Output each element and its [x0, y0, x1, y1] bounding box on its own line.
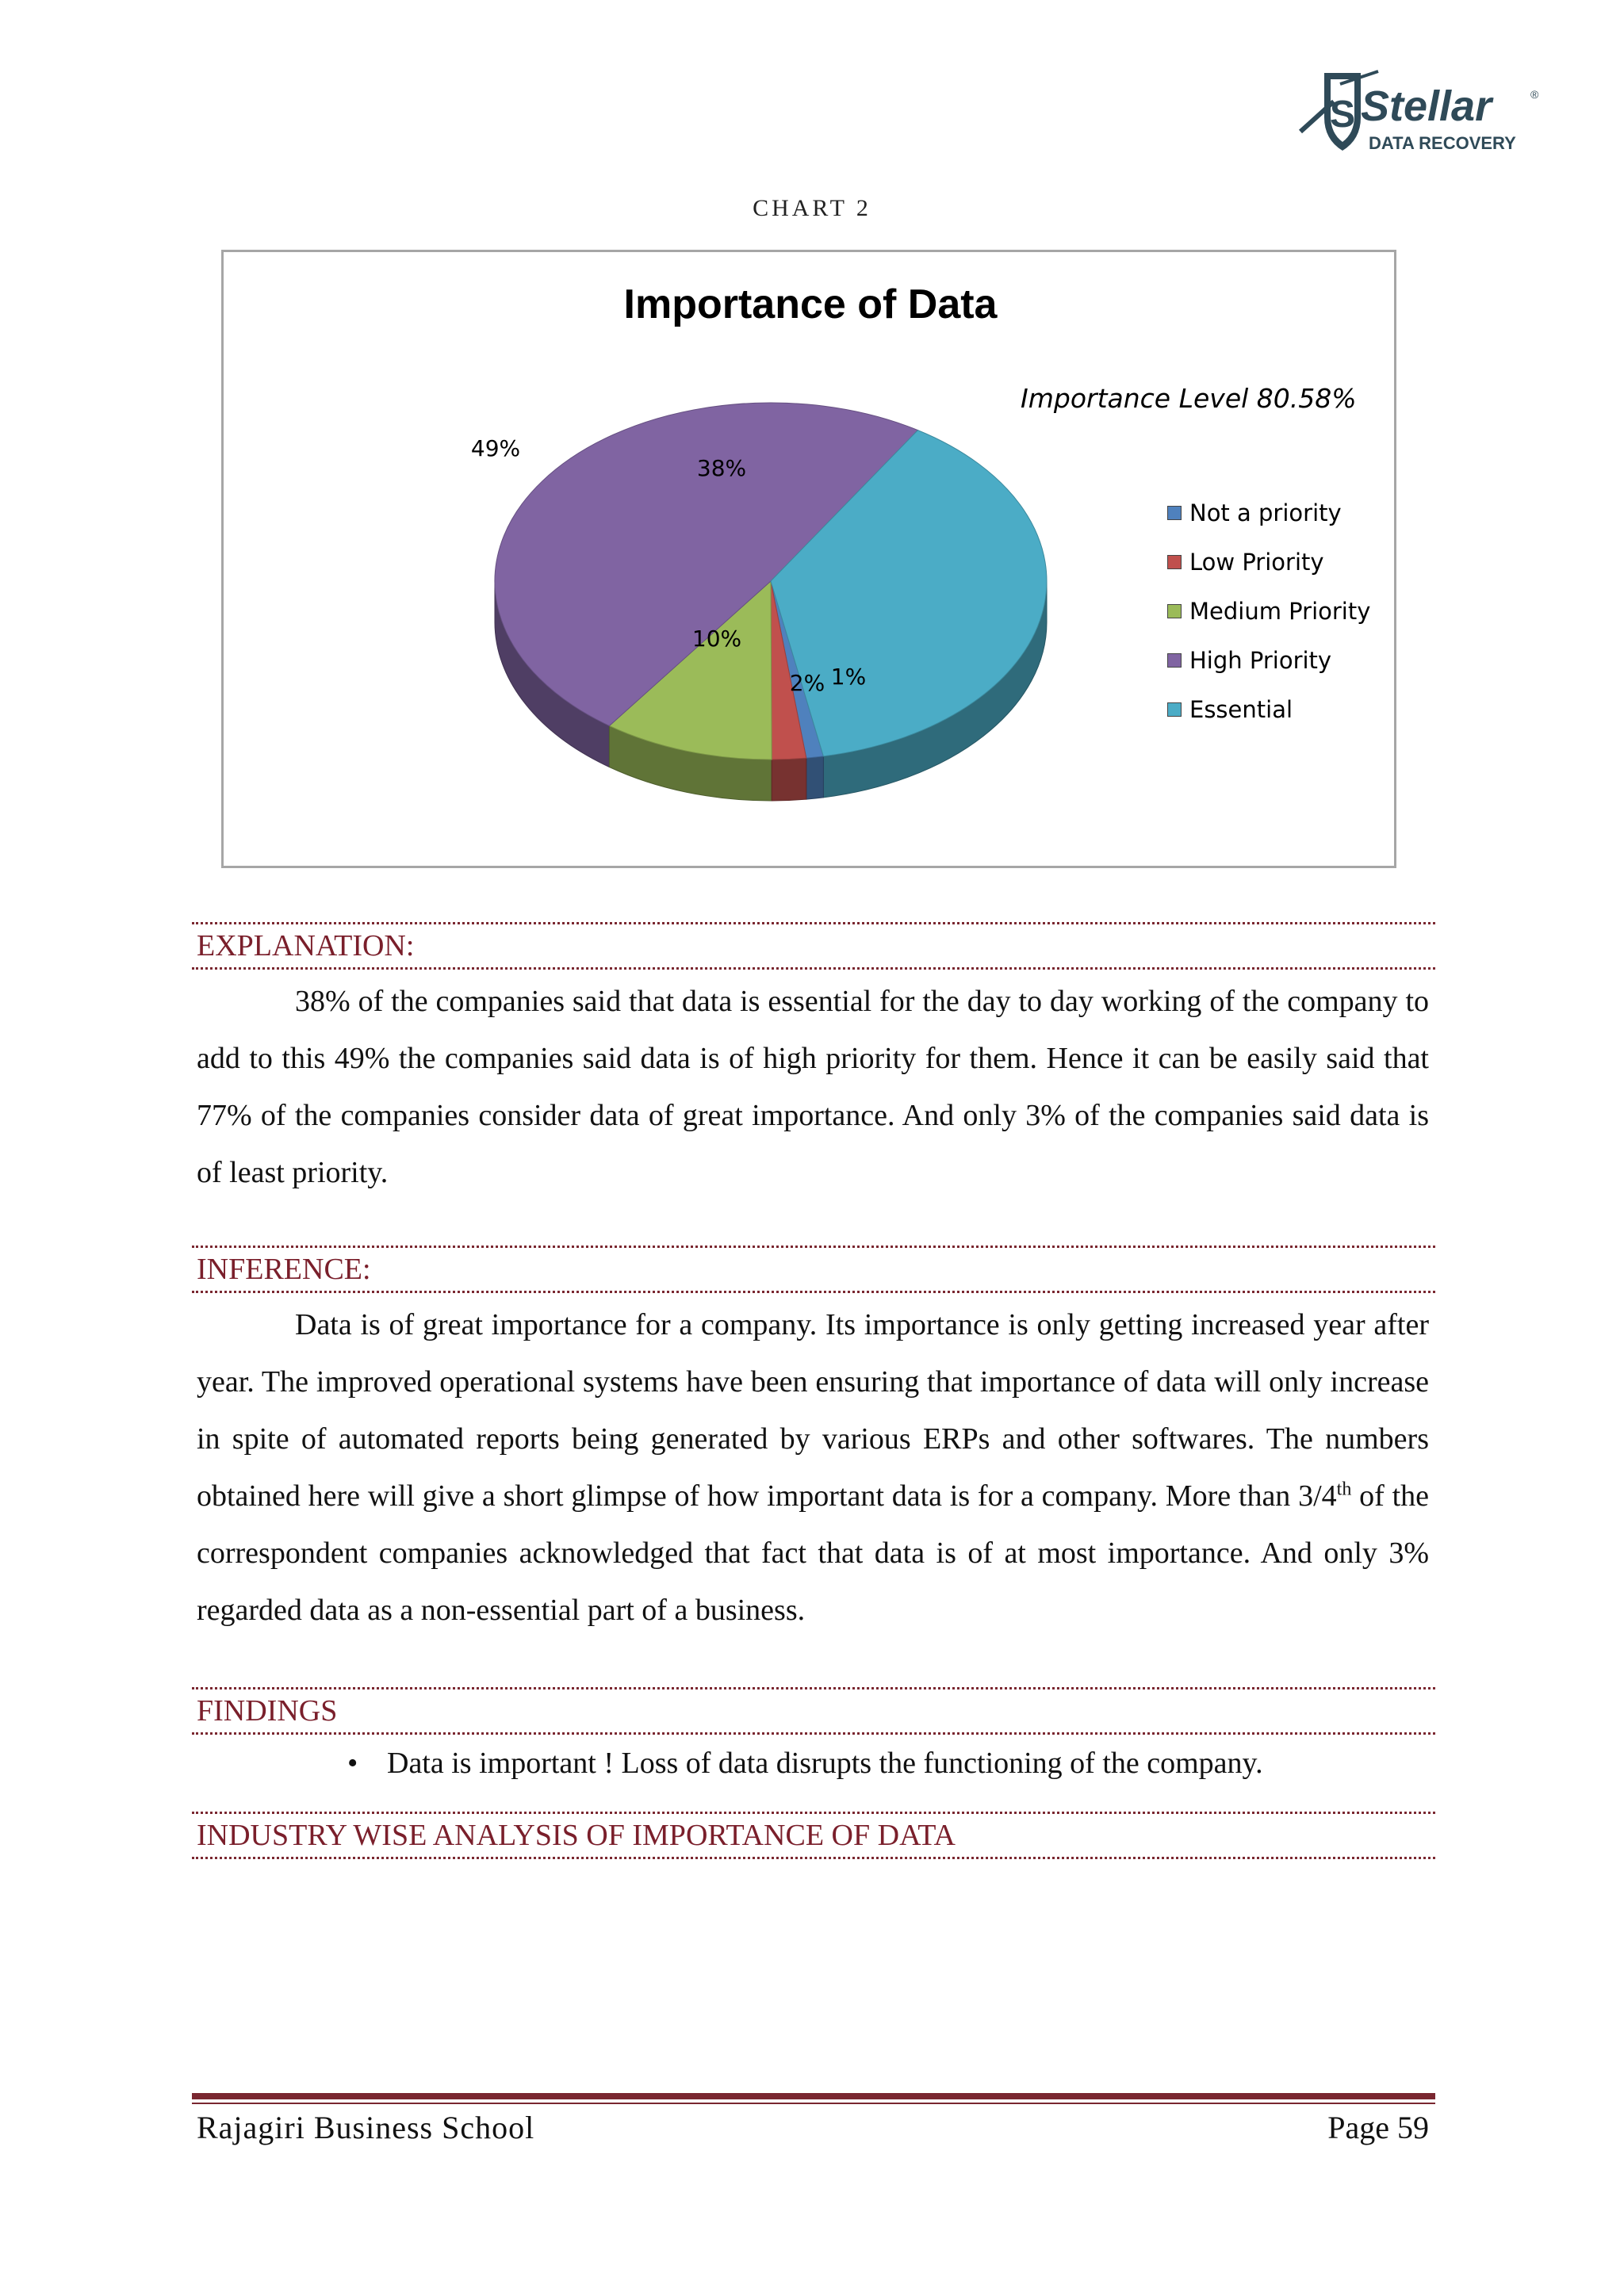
explanation-heading: EXPLANATION:: [192, 922, 1435, 970]
inference-text-part2: of the correspondent companies acknowledged that fact that data is of at most importance. And only 3% regarded data as a non-essential part of a business.: [197, 1479, 1430, 1627]
pie-slice-side-1: [772, 758, 806, 801]
findings-bullet-text: Data is important ! Loss of data disrupts the functioning of the company.: [387, 1747, 1263, 1780]
industry-heading: INDUSTRY WISE ANALYSIS OF IMPORTANCE OF DATA: [192, 1812, 1435, 1859]
legend-item: [1167, 636, 1370, 685]
legend-item: [1167, 587, 1370, 636]
legend-item: [1167, 685, 1370, 734]
inference-text: [192, 1293, 1435, 1639]
footer-school: Rajagiri Business School: [197, 2110, 535, 2145]
pie-slice-side-0: [806, 756, 824, 799]
legend-label: Essential: [1189, 696, 1293, 723]
footer-page-number: Page 59: [1327, 2110, 1429, 2145]
findings-section: [192, 1687, 1435, 1787]
stellar-logo: [1293, 70, 1546, 165]
bullet-icon: •: [347, 1747, 358, 1780]
legend-item: [1167, 488, 1370, 538]
legend-item: [1167, 538, 1370, 587]
chart-caption: CHART 2: [753, 195, 871, 221]
inference-superscript: th: [1336, 1479, 1352, 1500]
inference-heading: INFERENCE:: [192, 1246, 1435, 1293]
pie-data-label-2: 10%: [691, 626, 742, 652]
pie-data-label-0: 1%: [830, 664, 867, 690]
legend-label: High Priority: [1189, 647, 1332, 674]
footer-rule-thin: [192, 2103, 1435, 2104]
chart-legend: [1167, 488, 1370, 734]
industry-section: [192, 1812, 1435, 1859]
logo-tagline: DATA RECOVERY: [1369, 133, 1516, 153]
svg-text:S: S: [1329, 94, 1356, 136]
inference-text-part1: Data is of great importance for a company. Its importance is only getting increased year after year. The improved operational systems have been ensuring that importance of data will only increase in spite of automated reports being generated by various ERPs and other softwares. The numbers obtained here will give a short glimpse of how important data is for a company. More than 3/4: [197, 1308, 1429, 1513]
legend-swatch: [1167, 555, 1182, 569]
explanation-section: [192, 922, 1435, 1201]
chart-title: Importance of Data: [623, 281, 998, 327]
pie-data-label-1: 2%: [789, 670, 825, 696]
legend-swatch: [1167, 653, 1182, 668]
legend-label: Low Priority: [1189, 549, 1324, 576]
pie-data-label-3: 49%: [470, 435, 521, 461]
legend-swatch: [1167, 506, 1182, 520]
explanation-text: 38% of the companies said that data is essential for the day to day working of the company to add to this 49% the companies said data is of high priority for them. Hence it can be easily said that 77% of the companies consider data of great importance. And only 3% of the companies said data is of least priority.: [197, 985, 1429, 1189]
pie-data-label-4: 38%: [696, 455, 747, 481]
legend-swatch: [1167, 702, 1182, 717]
chart-subtitle: Importance Level 80.58%: [1021, 383, 1357, 414]
logo-registered: ®: [1530, 88, 1539, 101]
logo-brand: Stellar: [1361, 82, 1492, 130]
legend-swatch: [1167, 604, 1182, 618]
pie-chart: [221, 250, 1396, 868]
footer-rule: [192, 2093, 1435, 2099]
findings-bullet: [192, 1735, 1435, 1787]
inference-section: [192, 1246, 1435, 1639]
findings-heading: FINDINGS: [192, 1687, 1435, 1735]
legend-label: Medium Priority: [1189, 598, 1371, 625]
legend-label: Not a priority: [1189, 499, 1342, 526]
